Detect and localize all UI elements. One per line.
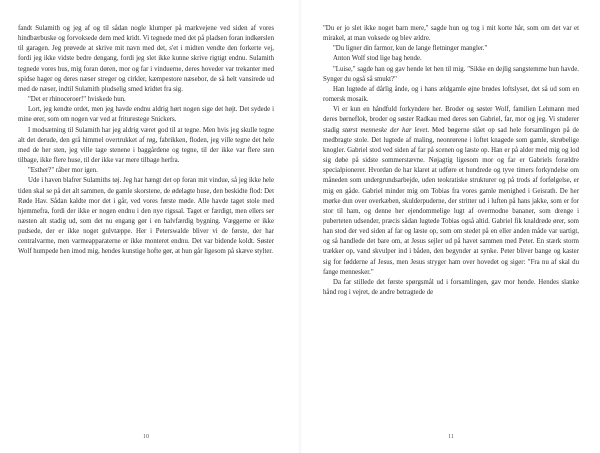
book-gutter [298,0,302,453]
paragraph: fandt Sulamith og jeg af og til sådan nogle klumper på markvejene ved siden af vores hindbærbuske og forvoksede dem med kridt. Vi tegnede med det på pladsen foran indkørslen til garagen. Jeg prøvede at skrive mit navn med det, s'et i midten vendte den forkerte vej, fordi jeg ikke vidste bedre dengang, fordi jeg slet ikke kunne skrive rigtigt endnu. Sulamith tegnede vores hus, mig foran døren, mor og far i vinduerne, deres hoveder var trekanter med spidse hager og deres næser streger og cirkler, kæmpestore næsebor, de så helt vansirede ud med de næser, indtil Sulamith pludselig smed kridtet fra sig. [18,25,274,93]
right-page-number: 11 [448,434,454,440]
paragraph: "Det er rhinoceroer!" hviskede hun. [28,96,126,104]
paragraph: Ude i haven blafrer Sulamiths tøj. Jeg har hængt det op foran mit vindue, så jeg ikke hele tiden skal se på det alt sammen, de gamle skorstene, de ødelagte huse, den beskidte flod: Det Røde Hav. Sådan kaldte mor det i går, ved vores første møde. Alle havde taget stole med hjemmefra, fordi der ikke er nogen endnu i den nye rigssal. Taget er færdigt, men ellers ser næsten alt stadig ud, som det nu engang gør i en halvfærdig bygning. Væggerne er ikke pudsede, der er ikke noget gulvtæppe. Her i Peterswalde bliver vi de første, der har centralvarme, men varmeapparaterne er ikke monteret endnu. Det var bidende koldt. Søster Wolf humpede hen imod mig, hendes kunstige hofte gør, at hun går ligesom på skæve stylter. [18,177,274,256]
paragraph: "Luise," sagde han og gav hende let hen til mig. "Sikke en dejlig sangstemme hun havde. Synger du også så smukt?" [323,65,579,83]
paragraph: I modsætning til Sulamith har jeg aldrig været god til at tegne. Men hvis jeg skulle tegne alt det derude, den grå himmel overtrukket af røg, fabrikken, floden, jeg ville tegne det hele med de her sten, jeg ville tage stenene i baggårdene og tegne, til der ikke var flere sten tilbage, ikke flere huse, til der ikke var mere tilbage herfra. [18,126,274,165]
right-page-body [323,24,579,298]
paragraph: Anton Wolf stod lige bag hende. [333,55,422,63]
paragraph-text: Vi er kun en håndfuld forkyndere her. Broder og søster Wolf, familien Lehmann med deres børneflok, broder og søster Radkau med deres søn Gabriel, far, mor og jeg. Vi studerer stadig [323,106,579,134]
paragraph: Da far stillede det første spørgsmål ud i forsamlingen, gav mor hende. Hendes slanke hånd rog i vejret, de andre betragtede de [323,278,579,297]
paragraph: "Esther?" råber mor igen. [28,167,98,175]
book-title: størst menneske der har levet [342,126,428,134]
paragraph-text: . Med bøgerne slået op sad hele forsamlingen på de medbragte stole. Det lugtede af maling, neonrørene i loftet knagede som gamle, skrøbelige knogler. Gabriel stod ved siden af far på scenen og læste op. Han er på alder med mig og lod sig døbe på sidste sommerstævne. Nøjagtig ligesom mor og far er Gabriels forældre specialpionerer. Hvordan de har klaret at udføre et hundrede og tyve timers forkyndelse om måneden som undergrundsarbejde, uden teokratiske strukturer og på trods af forfølgelse, er mig en gåde. Gabriel minder mig om Tobias fra vores gamle menighed i Geisrath. De her mørke dun over overkæben, skulderpuderne, der stritter ud i luften på hans jakke, som er for stor til ham, og denne her ejendommelige lugt af overmodne bananer, som drenge i puberteten udsender, præcis sådan lugtede Tobias også altid. Gabriel fik knaldrøde ører, som han stod der ved siden af far og læste op, som om stedet på en eller anden måde var uartigt, og så handlede det bare om, at Jesus sejler ud på havet sammen med Peter. En stærk storm trækker op, vand skvulper ind i båden, den begynder at synke. Peter bliver bange og kaster sig for fødderne af Jesus, men Jesus stryger ham over hovedet og siger: "Fra nu af skal du fange mennesker." [323,126,579,276]
paragraph [323,105,579,278]
paragraph: Han lugtede af dårlig ånde, og i hans ældgamle øjne brødes loftslyset, det så ud som en romersk mosaik. [323,85,579,104]
paragraph: "Du er jo slet ikke noget barn mere," sagde hun og tog i mit korte hår, som om det var et mirakel, at man voksede og blev ældre. [323,25,579,43]
paragraph: Lort, jeg kendte ordet, men jeg havde endnu aldrig hørt nogen sige det højt. Det sydede i mine ører, som om nogen var ved at friturestege Snickers. [18,106,274,124]
left-page-body [18,24,274,258]
left-page-number: 10 [143,434,149,440]
paragraph: "Du ligner din farmor, kun de lange fletninger mangler." [333,45,488,53]
